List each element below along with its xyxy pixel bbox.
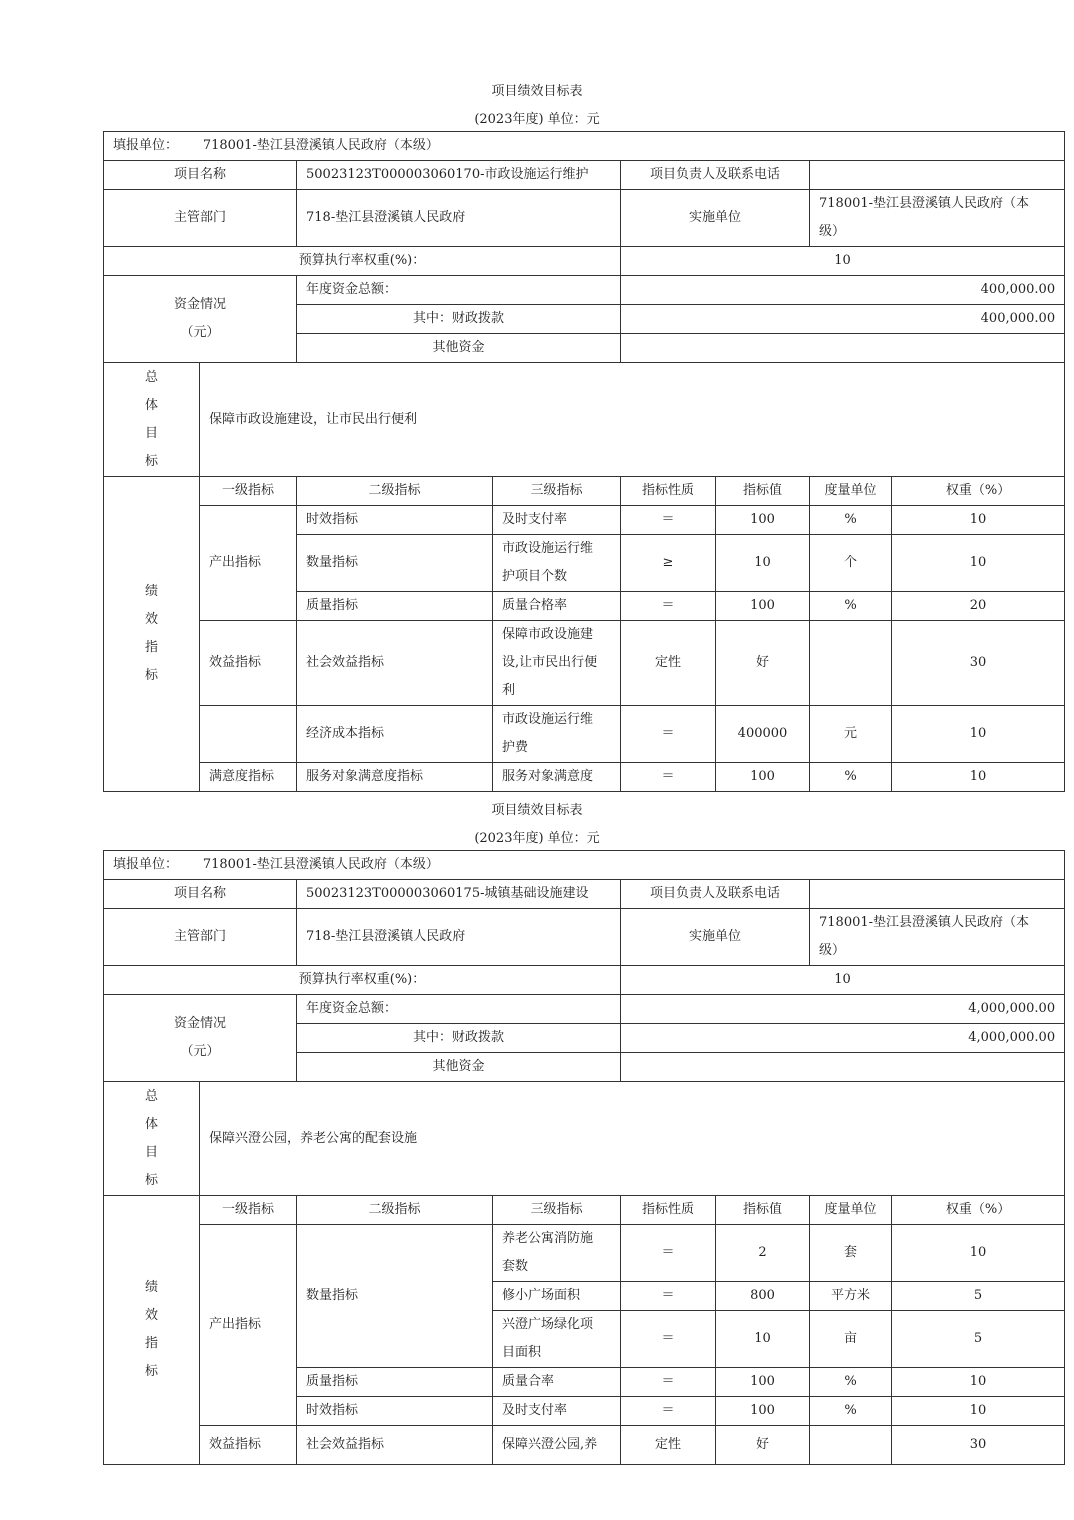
unit-cell — [810, 621, 892, 706]
header-level1: 一级指标 — [200, 1196, 297, 1225]
value-cell: 100 — [716, 506, 810, 535]
budget-weight-label: 预算执行率权重(%)： — [104, 966, 621, 995]
other-funds-value — [621, 334, 1065, 363]
level3-line: 利 — [502, 683, 516, 698]
weight-cell: 5 — [892, 1311, 1065, 1368]
table1-subtitle: (2023年度) 单位：元 — [474, 112, 600, 127]
level2-cell: 社会效益指标 — [297, 1426, 493, 1465]
level3-cell — [493, 1426, 621, 1465]
level2-cell: 数量指标 — [297, 535, 493, 592]
weight-cell: 10 — [892, 763, 1065, 792]
goal-char: 标 — [144, 1172, 158, 1188]
overall-goal-value: 保障市政设施建设，让市民出行便利 — [200, 363, 1065, 477]
table-row — [104, 1426, 1065, 1465]
funds-label-line-2: （元） — [180, 325, 220, 340]
project-name-label: 项目名称 — [104, 161, 297, 190]
level3-line: 服务对象满意度 — [502, 769, 594, 784]
overall-goal-label — [104, 1082, 200, 1196]
weight-cell: 20 — [892, 592, 1065, 621]
table2-subtitle: (2023年度) 单位：元 — [474, 831, 600, 846]
fill-unit-label: 填报单位： — [113, 857, 179, 872]
nature-cell: ＝ — [621, 1225, 716, 1282]
level3-cell — [493, 1282, 621, 1311]
level3-line: 质量合率 — [502, 1374, 555, 1389]
table-row — [104, 1225, 1065, 1282]
total-funds-value: 400,000.00 — [621, 276, 1065, 305]
perf-char: 标 — [144, 1364, 158, 1379]
contact-label: 项目负责人及联系电话 — [621, 880, 810, 909]
level1-cell: 产出指标 — [200, 506, 297, 621]
fill-unit-value: 718001-垫江县澄溪镇人民政府（本级） — [202, 138, 439, 153]
value-cell: 800 — [716, 1282, 810, 1311]
weight-cell: 5 — [892, 1282, 1065, 1311]
header-nature: 指标性质 — [621, 1196, 716, 1225]
fill-unit-cell — [104, 851, 1065, 880]
impl-label: 实施单位 — [621, 190, 810, 247]
level3-line: 护项目个数 — [502, 569, 568, 584]
goal-char: 标 — [144, 453, 158, 469]
dept-value: 718-垫江县澄溪镇人民政府 — [297, 909, 621, 966]
header-level2: 二级指标 — [297, 1196, 493, 1225]
impl-line-1: 718001-垫江县澄溪镇人民政府（本 — [819, 915, 1030, 930]
performance-table-1 — [103, 131, 1065, 792]
weight-cell: 10 — [892, 535, 1065, 592]
nature-cell: ＝ — [621, 706, 716, 763]
level3-line: 套数 — [502, 1259, 529, 1274]
impl-label: 实施单位 — [621, 909, 810, 966]
level3-cell — [493, 592, 621, 621]
nature-cell: ＝ — [621, 592, 716, 621]
header-weight: 权重（%） — [892, 1196, 1065, 1225]
level3-line: 养老公寓消防施 — [502, 1231, 594, 1246]
nature-cell: ＝ — [621, 1368, 716, 1397]
impl-value — [810, 909, 1065, 966]
performance-table-2 — [103, 850, 1065, 1465]
total-funds-value: 4,000,000.00 — [621, 995, 1065, 1024]
unit-cell: 个 — [810, 535, 892, 592]
value-cell: 100 — [716, 1368, 810, 1397]
weight-cell: 30 — [892, 1426, 1065, 1465]
level2-cell: 经济成本指标 — [297, 706, 493, 763]
level3-cell — [493, 506, 621, 535]
table-row — [104, 763, 1065, 792]
impl-line-2: 级） — [819, 224, 846, 239]
header-level1: 一级指标 — [200, 477, 297, 506]
contact-value — [810, 880, 1065, 909]
perf-indicators-label — [104, 477, 200, 792]
table-row — [104, 506, 1065, 535]
contact-value — [810, 161, 1065, 190]
impl-value — [810, 190, 1065, 247]
weight-cell: 10 — [892, 506, 1065, 535]
header-value: 指标值 — [716, 1196, 810, 1225]
level3-line: 设,让市民出行便 — [502, 655, 598, 670]
level3-cell — [493, 1311, 621, 1368]
value-cell: 100 — [716, 763, 810, 792]
unit-cell — [810, 1426, 892, 1465]
unit-cell: % — [810, 1397, 892, 1426]
nature-cell: 定性 — [621, 621, 716, 706]
perf-indicators-label — [104, 1196, 200, 1465]
level3-cell — [493, 706, 621, 763]
impl-line-1: 718001-垫江县澄溪镇人民政府（本 — [819, 196, 1030, 211]
funds-label-line-1: 资金情况 — [173, 297, 226, 312]
level3-cell — [493, 1397, 621, 1426]
value-cell: 10 — [716, 535, 810, 592]
perf-char: 指 — [144, 1336, 158, 1351]
nature-cell: 定性 — [621, 1426, 716, 1465]
header-level2: 二级指标 — [297, 477, 493, 506]
contact-label: 项目负责人及联系电话 — [621, 161, 810, 190]
project-name-value: 50023123T000003060170-市政设施运行维护 — [297, 161, 621, 190]
level3-line: 护费 — [502, 740, 529, 755]
table1-title: 项目绩效目标表 — [491, 84, 583, 99]
perf-char: 绩 — [144, 1280, 158, 1295]
unit-cell: 套 — [810, 1225, 892, 1282]
level1-cell: 效益指标 — [200, 621, 297, 706]
nature-cell: ＝ — [621, 1282, 716, 1311]
unit-cell: % — [810, 1368, 892, 1397]
table2-title: 项目绩效目标表 — [491, 803, 583, 818]
perf-char: 指 — [144, 640, 158, 655]
header-unit: 度量单位 — [810, 477, 892, 506]
level3-line: 及时支付率 — [502, 1403, 568, 1418]
fiscal-funds-value: 4,000,000.00 — [621, 1024, 1065, 1053]
funds-label — [104, 276, 297, 363]
goal-char: 体 — [144, 397, 158, 413]
project-name-value: 50023123T000003060175-城镇基础设施建设 — [297, 880, 621, 909]
level2-cell: 质量指标 — [297, 1368, 493, 1397]
unit-cell: % — [810, 592, 892, 621]
fiscal-funds-label: 其中：财政拨款 — [297, 305, 621, 334]
unit-cell: % — [810, 763, 892, 792]
nature-cell: ＝ — [621, 1311, 716, 1368]
level3-cell — [493, 1225, 621, 1282]
total-funds-label: 年度资金总额： — [297, 276, 621, 305]
goal-char: 目 — [144, 1144, 158, 1160]
perf-char: 绩 — [144, 584, 158, 599]
budget-weight-label: 预算执行率权重(%)： — [104, 247, 621, 276]
dept-label: 主管部门 — [104, 190, 297, 247]
level2-cell: 数量指标 — [297, 1225, 493, 1368]
level3-line: 保障市政设施建 — [502, 627, 594, 642]
header-value: 指标值 — [716, 477, 810, 506]
weight-cell: 10 — [892, 1397, 1065, 1426]
unit-cell: 平方米 — [810, 1282, 892, 1311]
dept-label: 主管部门 — [104, 909, 297, 966]
value-cell: 100 — [716, 1397, 810, 1426]
level2-cell: 时效指标 — [297, 1397, 493, 1426]
level3-cell — [493, 1368, 621, 1397]
funds-label-line-2: （元） — [180, 1044, 220, 1059]
level3-line: 质量合格率 — [502, 598, 568, 613]
header-nature: 指标性质 — [621, 477, 716, 506]
value-cell: 2 — [716, 1225, 810, 1282]
level3-cell — [493, 535, 621, 592]
goal-char: 体 — [144, 1116, 158, 1132]
goal-char: 目 — [144, 425, 158, 441]
level3-line: 兴澄广场绿化项 — [502, 1317, 594, 1332]
other-funds-label: 其他资金 — [297, 334, 621, 363]
budget-weight-value: 10 — [621, 966, 1065, 995]
nature-cell: ＝ — [621, 1397, 716, 1426]
nature-cell: ＝ — [621, 506, 716, 535]
level2-cell: 社会效益指标 — [297, 621, 493, 706]
value-cell: 100 — [716, 592, 810, 621]
overall-goal-label — [104, 363, 200, 477]
unit-cell: 亩 — [810, 1311, 892, 1368]
level3-line: 市政设施运行维 — [502, 541, 594, 556]
impl-line-2: 级） — [819, 943, 846, 958]
level3-line: 市政设施运行维 — [502, 712, 594, 727]
value-cell: 400000 — [716, 706, 810, 763]
budget-weight-value: 10 — [621, 247, 1065, 276]
level2-cell: 服务对象满意度指标 — [297, 763, 493, 792]
header-unit: 度量单位 — [810, 1196, 892, 1225]
level3-line: 目面积 — [502, 1345, 542, 1360]
fiscal-funds-value: 400,000.00 — [621, 305, 1065, 334]
table-row — [104, 621, 1065, 706]
level3-cell — [493, 621, 621, 706]
perf-char: 效 — [144, 612, 158, 627]
unit-cell: 元 — [810, 706, 892, 763]
fill-unit-cell — [104, 132, 1065, 161]
level1-cell: 产出指标 — [200, 1225, 297, 1426]
header-level3: 三级指标 — [493, 477, 621, 506]
perf-char: 效 — [144, 1308, 158, 1323]
project-name-label: 项目名称 — [104, 880, 297, 909]
unit-cell: % — [810, 506, 892, 535]
level1-cell: 满意度指标 — [200, 763, 297, 792]
funds-label-line-1: 资金情况 — [173, 1016, 226, 1031]
other-funds-label: 其他资金 — [297, 1053, 621, 1082]
funds-label — [104, 995, 297, 1082]
dept-value: 718-垫江县澄溪镇人民政府 — [297, 190, 621, 247]
level3-line: 及时支付率 — [502, 512, 568, 527]
value-cell: 好 — [716, 621, 810, 706]
level1-cell — [200, 706, 297, 763]
weight-cell: 30 — [892, 621, 1065, 706]
level3-cell — [493, 763, 621, 792]
level2-cell: 质量指标 — [297, 592, 493, 621]
weight-cell: 10 — [892, 706, 1065, 763]
fill-unit-value: 718001-垫江县澄溪镇人民政府（本级） — [202, 857, 439, 872]
weight-cell: 10 — [892, 1225, 1065, 1282]
goal-char: 总 — [144, 1088, 158, 1104]
weight-cell: 10 — [892, 1368, 1065, 1397]
level3-line: 保障兴澄公园,养 — [502, 1437, 598, 1452]
nature-cell: ≥ — [621, 535, 716, 592]
header-level3: 三级指标 — [493, 1196, 621, 1225]
fiscal-funds-label: 其中：财政拨款 — [297, 1024, 621, 1053]
overall-goal-value: 保障兴澄公园，养老公寓的配套设施 — [200, 1082, 1065, 1196]
perf-char: 标 — [144, 668, 158, 683]
value-cell: 10 — [716, 1311, 810, 1368]
table-row — [104, 706, 1065, 763]
header-weight: 权重（%） — [892, 477, 1065, 506]
level2-cell: 时效指标 — [297, 506, 493, 535]
level3-line: 修小广场面积 — [502, 1288, 581, 1303]
level1-cell: 效益指标 — [200, 1426, 297, 1465]
fill-unit-label: 填报单位： — [113, 138, 179, 153]
other-funds-value — [621, 1053, 1065, 1082]
nature-cell: ＝ — [621, 763, 716, 792]
total-funds-label: 年度资金总额： — [297, 995, 621, 1024]
value-cell: 好 — [716, 1426, 810, 1465]
goal-char: 总 — [144, 369, 158, 385]
